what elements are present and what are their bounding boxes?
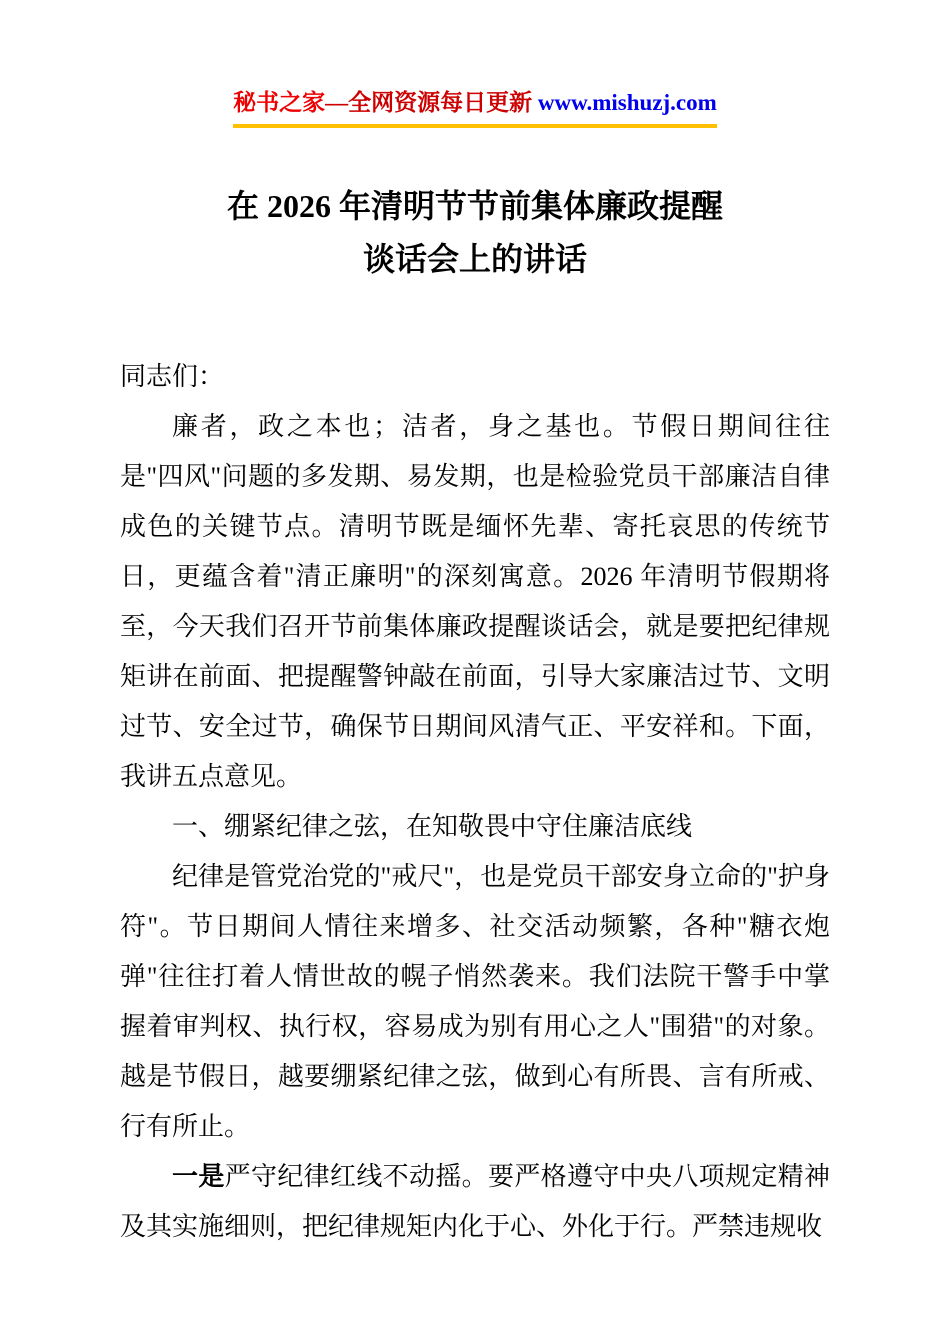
doc-title [120,180,830,286]
site-header-text [233,84,717,128]
site-url[interactable]: www.mishuzj.com [537,90,717,115]
site-header [120,0,830,128]
doc-title-line1: 在 2026 年清明节节前集体廉政提醒 [226,188,723,224]
doc-title-line2: 谈话会上的讲话 [362,241,587,277]
paragraph-opening: 廉者，政之本也；洁者，身之基也。节假日期间往往是"四风"问题的多发期、易发期，也是检验党员干部廉洁自律成色的关键节点。清明节既是缅怀先辈、寄托哀思的传统节日，更蕴含着"清正廉明"的深刻寓意。2026 年清明节假期将至，今天我们召开节前集体廉政提醒谈话会，就是要把纪律规矩讲在前面、把提醒警钟敲在前面，引导大家廉洁过节、文明过节、安全过节，确保节日期间风清气正、平安祥和。下面，我讲五点意见。 [120,412,830,791]
doc-body [120,352,830,1252]
point1-lead-label: 一是 [172,1162,225,1191]
salutation: 同志们： [120,362,225,391]
paragraph-section1: 纪律是管党治党的"戒尺"，也是党员干部安身立命的"护身符"。节日期间人情往来增多、社交活动频繁，各种"糖衣炮弹"往往打着人情世故的幌子悄然袭来。我们法院干警手中掌握着审判权、执行权，容易成为别有用心之人"围猎"的对象。越是节假日，越要绷紧纪律之弦，做到心有所畏、言有所戒、行有所止。 [120,862,830,1141]
brand-name: 秘书之家 [233,90,326,115]
paragraph-point1 [120,1152,830,1252]
point1-text: 严守纪律红线不动摇。要严格遵守中央八项规定精神及其实施细则，把纪律规矩内化于心、外化于行。严禁违规收 [120,1162,830,1241]
section-heading-1: 一、绷紧纪律之弦，在知敬畏中守住廉洁底线 [172,812,693,841]
site-tagline: —全网资源每日更新 [325,90,538,115]
